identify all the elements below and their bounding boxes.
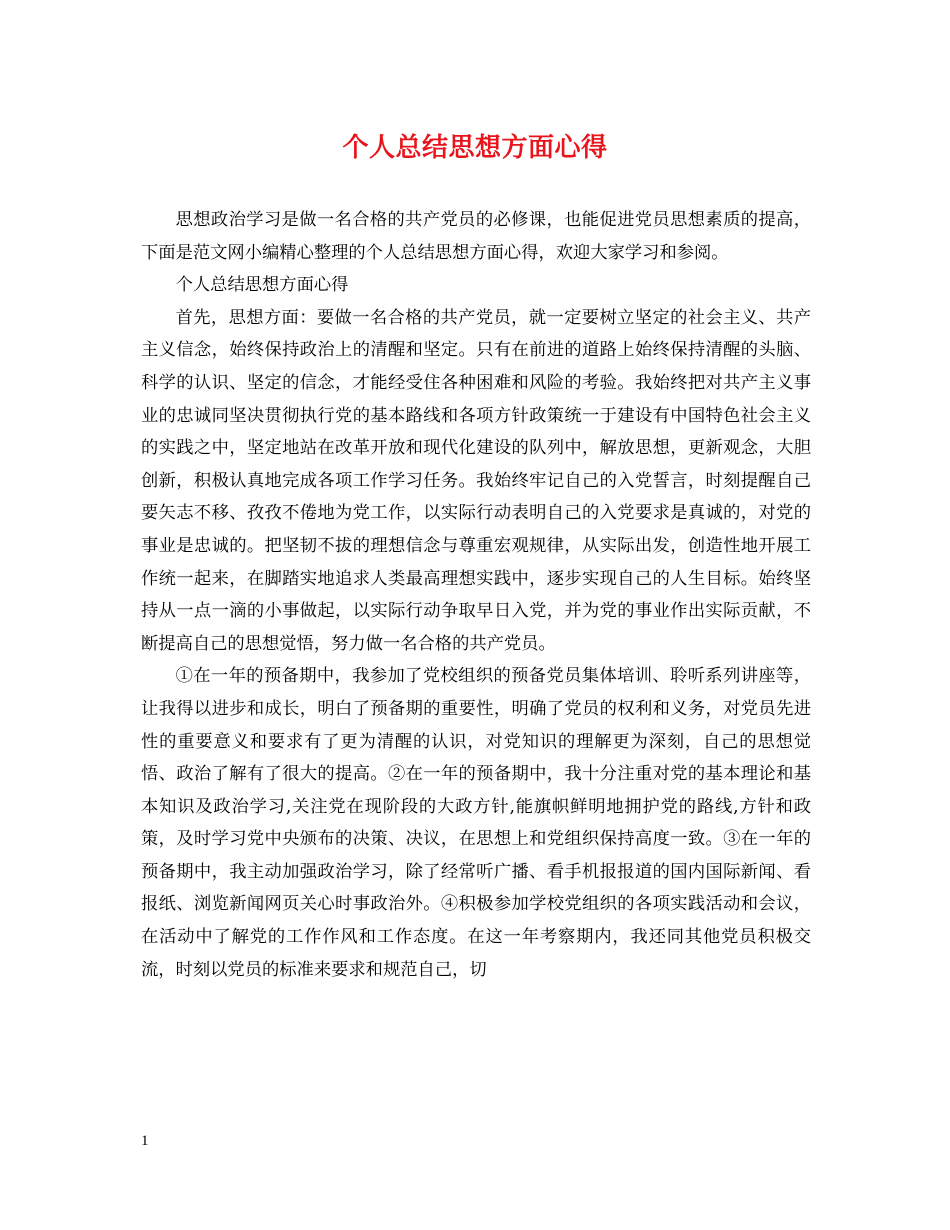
body-paragraph: 首先，思想方面：要做一名合格的共产党员，就一定要树立坚定的社会主义、共产主义信念，始终保持政治上的清醒和坚定。只有在前进的道路上始终保持清醒的头脑、科学的认识、坚定的信念，才能经受住各种困难和风险的考验。我始终把对共产主义事业的忠诚同坚决贯彻执行党的基本路线和各项方针政策统一于建设有中国特色社会主义的实践之中，坚定地站在改革开放和现代化建设的队列中，解放思想，更新观念，大胆创新，积极认真地完成各项工作学习任务。我始终牢记自己的入党誓言，时刻提醒自己要矢志不移、孜孜不倦地为党工作，以实际行动表明自己的入党要求是真诚的，对党的事业是忠诚的。把坚韧不拔的理想信念与尊重宏观规律，从实际出发，创造性地开展工作统一起来，在脚踏实地追求人类最高理想实践中，逐步实现自己的人生目标。始终坚持从一点一滴的小事做起，以实际行动争取早日入党，并为党的事业作出实际贡献，不断提高自己的思想觉悟，努力做一名合格的共产党员。 xyxy=(141,307,811,654)
section-heading: 个人总结思想方面心得 xyxy=(175,275,349,296)
document-title: 个人总结思想方面心得 xyxy=(342,133,608,163)
page-number: 1 xyxy=(141,1133,149,1149)
document-body xyxy=(141,204,811,986)
intro-paragraph: 思想政治学习是做一名合格的共产党员的必修课，也能促进党员思想素质的提高，下面是范文网小编精心整理的个人总结思想方面心得，欢迎大家学习和参阅。 xyxy=(141,210,811,263)
body-paragraph: ①在一年的预备期中，我参加了党校组织的预备党员集体培训、聆听系列讲座等，让我得以进步和成长，明白了预备期的重要性，明确了党员的权利和义务，对党员先进性的重要意义和要求有了更为清醒的认识，对党知识的理解更为深刻，自己的思想觉悟、政治了解有了很大的提高。②在一年的预备期中，我十分注重对党的基本理论和基本知识及政治学习,关注党在现阶段的大政方针,能旗帜鲜明地拥护党的路线,方针和政策，及时学习党中央颁布的决策、决议，在思想上和党组织保持高度一致。③在一年的预备期中，我主动加强政治学习，除了经常听广播、看手机报报道的国内国际新闻、看报纸、浏览新闻网页关心时事政治外。④积极参加学校党组织的各项实践活动和会议，在活动中了解党的工作作风和工作态度。在这一年考察期内，我还同其他党员积极交流，时刻以党员的标准来要求和规范自己，切 xyxy=(141,666,811,980)
